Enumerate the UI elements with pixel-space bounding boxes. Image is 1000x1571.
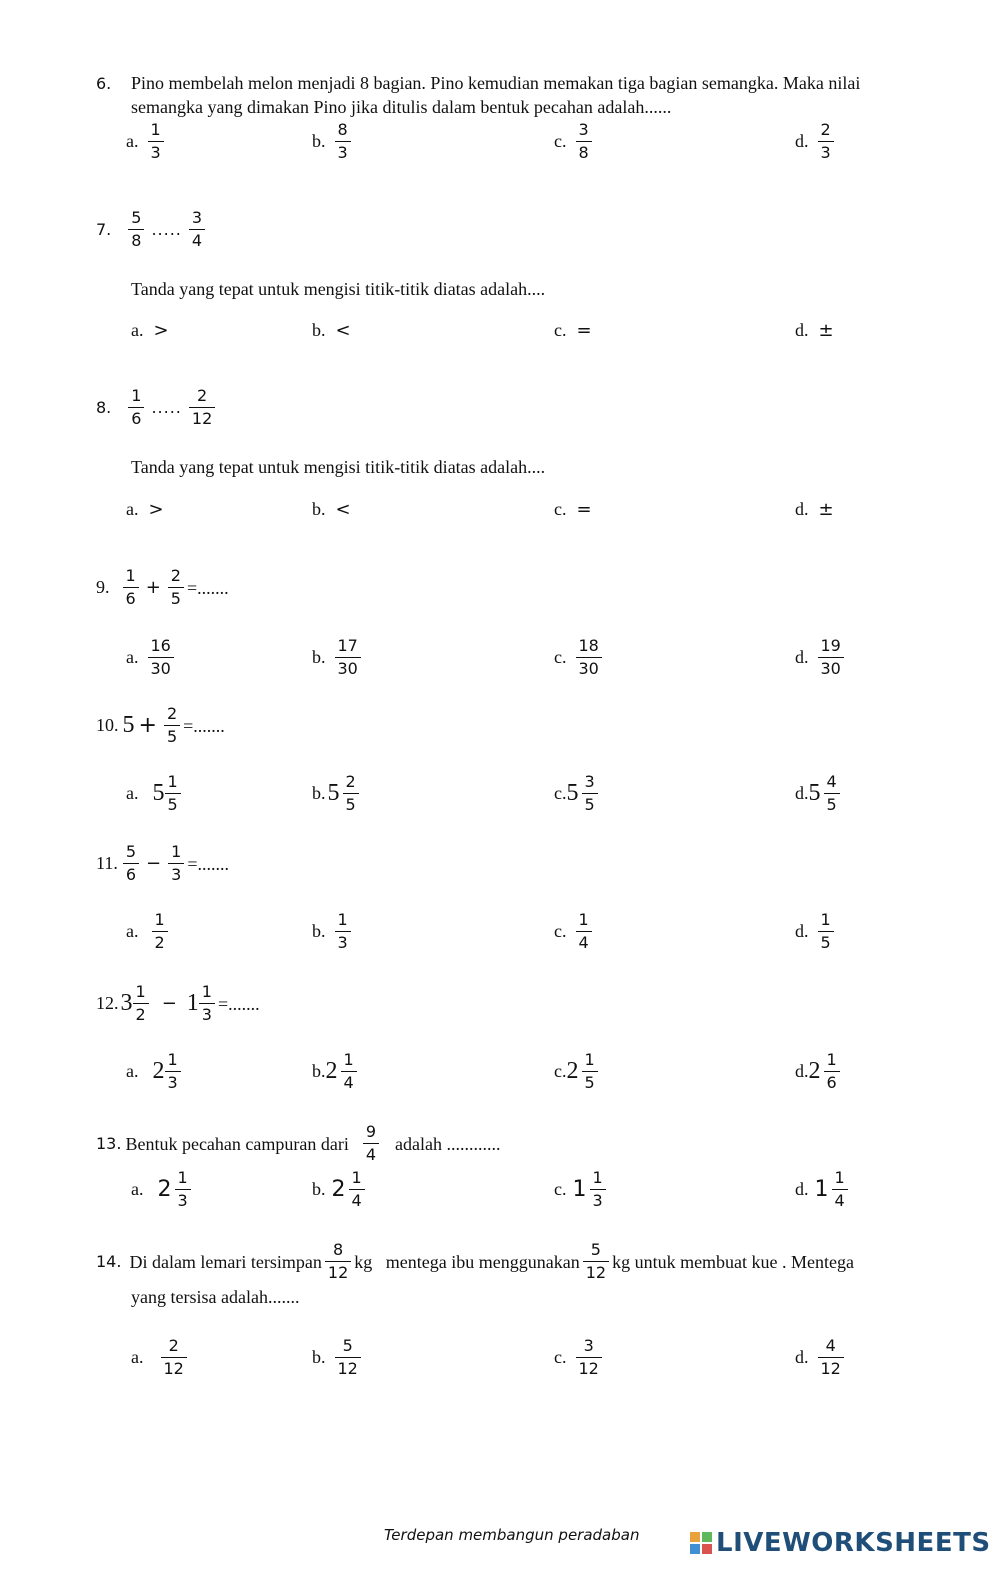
q8-instruction: Tanda yang tepat untuk mengisi titik-titik diatas adalah.... [131, 457, 546, 477]
fraction: $\frac{5}{12}$ [335, 1336, 361, 1379]
option-label: c. [554, 1347, 567, 1367]
fraction: $\frac{1}{5}$ [818, 910, 834, 953]
q14-option-b[interactable] [312, 1336, 364, 1379]
q10-expression [96, 704, 225, 747]
option-label: c. [554, 320, 567, 340]
q12-option-a[interactable] [126, 1050, 184, 1093]
option-label: b. [312, 499, 326, 519]
liveworksheets-logo-icon [690, 1532, 712, 1554]
q8-option-d[interactable] [795, 499, 838, 520]
liveworksheets-logo[interactable] [690, 1528, 991, 1558]
option-value: > [153, 320, 169, 341]
option-value: < [335, 499, 351, 520]
option-label: b. [312, 1061, 326, 1081]
fraction: $\frac{18}{30}$ [576, 636, 602, 679]
fraction: $\frac{1}{4}$ [341, 1050, 357, 1093]
option-label: d. [795, 320, 809, 340]
fraction: $\frac{2}{5}$ [168, 566, 184, 609]
option-label: b. [312, 1347, 326, 1367]
whole-number: 2 [808, 1058, 821, 1084]
fraction: $\frac{2}{5}$ [164, 704, 180, 747]
q13-text-end: adalah ............ [395, 1133, 501, 1154]
q8-option-b[interactable] [312, 499, 355, 520]
q11-number: 11. [96, 853, 118, 873]
q9-number: 9. [96, 577, 110, 597]
q6-text-line2: semangka yang dimakan Pino jika ditulis dalam bentuk pecahan adalah...... [131, 97, 672, 117]
equals-blank: =....... [186, 577, 229, 598]
q13-text: Bentuk pecahan campuran dari [125, 1133, 349, 1154]
q12-option-b[interactable] [312, 1050, 360, 1093]
q10-option-d[interactable] [795, 772, 843, 815]
fraction: $\frac{2}{3}$ [818, 120, 834, 163]
option-label: c. [554, 131, 567, 151]
q7-option-d[interactable] [795, 320, 838, 341]
q14-question-line1 [96, 1240, 854, 1283]
fraction: $\frac{2}{12}$ [161, 1336, 187, 1379]
fraction: $\frac{2}{12}$ [189, 386, 215, 429]
option-label: d. [795, 1347, 809, 1367]
dots: ..... [151, 398, 182, 417]
q6-option-b[interactable] [312, 120, 354, 163]
fraction: $\frac{9}{4}$ [363, 1122, 379, 1165]
q8-option-c[interactable] [554, 499, 596, 520]
q14-option-d[interactable] [795, 1336, 847, 1379]
fraction: $\frac{3}{8}$ [576, 120, 592, 163]
q12-expression [96, 982, 260, 1025]
whole-number: 2 [566, 1058, 579, 1084]
q13-option-d[interactable] [795, 1168, 851, 1211]
operator: − [161, 993, 177, 1014]
option-label: a. [126, 921, 139, 941]
option-label: a. [126, 1061, 139, 1081]
option-label: b. [312, 921, 326, 941]
q14-option-a[interactable] [131, 1336, 190, 1379]
q9-option-c[interactable] [554, 636, 605, 679]
option-label: b. [312, 131, 326, 151]
operator: − [146, 853, 162, 874]
option-label: c. [554, 647, 567, 667]
q11-option-b[interactable] [312, 910, 354, 953]
fraction: $\frac{8}{3}$ [335, 120, 351, 163]
fraction: $\frac{1}{3}$ [199, 982, 215, 1025]
whole-number: 3 [120, 990, 133, 1016]
fraction: $\frac{1}{3}$ [168, 842, 184, 885]
q8-option-a[interactable] [126, 499, 168, 520]
whole-number: 5 [122, 712, 135, 738]
whole-number: 2 [325, 1058, 338, 1084]
fraction: $\frac{1}{6}$ [123, 566, 139, 609]
equals-blank: =....... [183, 715, 225, 736]
option-label: d. [795, 1061, 809, 1081]
option-label: b. [312, 647, 326, 667]
q13-option-c[interactable] [554, 1168, 609, 1211]
q7-expression [96, 208, 208, 251]
option-label: c. [554, 1179, 567, 1199]
fraction: $\frac{16}{30}$ [148, 636, 174, 679]
fraction: $\frac{1}{3}$ [335, 910, 351, 953]
brand-name: LIVEWORKSHEETS [716, 1528, 991, 1558]
option-label: d. [795, 499, 809, 519]
q14-text-3: kg untuk membuat kue . Mentega [612, 1251, 855, 1272]
q9-expression [96, 566, 229, 609]
fraction: $\frac{1}{2}$ [133, 982, 149, 1025]
whole-number: 5 [327, 780, 340, 806]
q10-option-b[interactable] [312, 772, 362, 815]
fraction: $\frac{1}{4}$ [832, 1168, 848, 1211]
fraction: $\frac{1}{3}$ [590, 1168, 606, 1211]
fraction: $\frac{1}{3}$ [148, 120, 164, 163]
q14-text-1: Di dalam lemari tersimpan [129, 1251, 322, 1272]
q13-option-b[interactable] [312, 1168, 368, 1211]
whole-number: 1 [814, 1177, 829, 1202]
option-label: b. [312, 1179, 326, 1199]
option-label: a. [126, 499, 139, 519]
option-label: d. [795, 783, 809, 803]
q10-number: 10. [96, 715, 119, 735]
q13-question [96, 1122, 501, 1165]
q14-text-2: kg mentega ibu menggunakan [354, 1251, 580, 1272]
fraction: $\frac{5}{6}$ [123, 842, 139, 885]
whole-number: 2 [152, 1058, 165, 1084]
whole-number: 2 [331, 1177, 346, 1202]
whole-number: 1 [186, 990, 199, 1016]
q9-option-a[interactable] [126, 636, 177, 679]
q9-option-b[interactable] [312, 636, 364, 679]
q8-number: 8. [96, 398, 112, 417]
q6-option-d[interactable] [795, 120, 837, 163]
whole-number: 5 [152, 780, 165, 806]
q11-option-a[interactable] [126, 910, 171, 953]
fraction: $\frac{1}{6}$ [824, 1050, 840, 1093]
option-value: = [576, 499, 592, 520]
option-value: ± [818, 499, 834, 520]
fraction: $\frac{4}{12}$ [818, 1336, 844, 1379]
q14-question-line2: yang tersisa adalah....... [131, 1287, 300, 1307]
fraction: $\frac{3}{4}$ [189, 208, 205, 251]
whole-number: 5 [566, 780, 579, 806]
fraction: $\frac{17}{30}$ [335, 636, 361, 679]
q7-option-c[interactable] [554, 320, 596, 341]
q7-option-b[interactable] [312, 320, 355, 341]
option-value: ± [818, 320, 834, 341]
fraction: $\frac{1}{4}$ [576, 910, 592, 953]
option-value: < [335, 320, 351, 341]
q13-option-a[interactable] [131, 1168, 194, 1211]
q6-option-c[interactable] [554, 120, 595, 163]
equals-blank: =....... [187, 853, 229, 874]
option-label: c. [554, 499, 567, 519]
q7-instruction: Tanda yang tepat untuk mengisi titik-titik diatas adalah.... [131, 279, 546, 299]
q10-option-a[interactable] [126, 772, 184, 815]
operator: + [145, 577, 161, 598]
fraction: $\frac{1}{3}$ [175, 1168, 191, 1211]
q11-option-d[interactable] [795, 910, 837, 953]
fraction: $\frac{1}{5}$ [582, 1050, 598, 1093]
q9-option-d[interactable] [795, 636, 847, 679]
option-label: c. [554, 921, 567, 941]
q13-number: 13. [96, 1134, 122, 1153]
q10-option-c[interactable] [554, 772, 601, 815]
equals-blank: =....... [217, 993, 260, 1014]
dots: ..... [151, 220, 182, 239]
fraction: $\frac{19}{30}$ [818, 636, 844, 679]
q7-number: 7. [96, 220, 112, 239]
option-label: d. [795, 1179, 809, 1199]
whole-number: 1 [572, 1177, 587, 1202]
option-label: d. [795, 921, 809, 941]
q7-option-a[interactable] [131, 320, 173, 341]
q6-text-line1: Pino membelah melon menjadi 8 bagian. Pino kemudian memakan tiga bagian semangka. Maka nilai [131, 73, 861, 93]
option-label: c. [554, 1061, 567, 1081]
q8-expression [96, 386, 218, 429]
q6-number: 6. [96, 74, 112, 93]
footer-tagline: Terdepan membangun peradaban [384, 1526, 640, 1544]
fraction: $\frac{1}{4}$ [349, 1168, 365, 1211]
q12-option-c[interactable] [554, 1050, 601, 1093]
q6-option-a[interactable] [126, 120, 167, 163]
fraction: $\frac{4}{5}$ [824, 772, 840, 815]
fraction: $\frac{1}{6}$ [128, 386, 144, 429]
option-label: a. [126, 131, 139, 151]
option-label: b. [312, 783, 326, 803]
option-label: d. [795, 131, 809, 151]
operator: + [138, 713, 157, 738]
whole-number: 5 [808, 780, 821, 806]
q12-number: 12. [96, 993, 119, 1013]
fraction: $\frac{1}{2}$ [152, 910, 168, 953]
q14-number: 14. [96, 1252, 122, 1271]
q12-option-d[interactable] [795, 1050, 843, 1093]
option-label: a. [126, 783, 139, 803]
q14-option-c[interactable] [554, 1336, 605, 1379]
fraction: $\frac{3}{12}$ [576, 1336, 602, 1379]
option-label: d. [795, 647, 809, 667]
option-label: a. [131, 1179, 144, 1199]
option-value: = [576, 320, 592, 341]
fraction: $\frac{1}{5}$ [165, 772, 181, 815]
option-value: > [148, 499, 164, 520]
fraction: $\frac{8}{12}$ [325, 1240, 351, 1283]
fraction: $\frac{2}{5}$ [343, 772, 359, 815]
fraction: $\frac{5}{8}$ [128, 208, 144, 251]
q11-option-c[interactable] [554, 910, 595, 953]
fraction: $\frac{3}{5}$ [582, 772, 598, 815]
whole-number: 2 [157, 1177, 172, 1202]
option-label: c. [554, 783, 567, 803]
option-label: b. [312, 320, 326, 340]
fraction: $\frac{1}{3}$ [165, 1050, 181, 1093]
option-label: a. [126, 647, 139, 667]
option-label: a. [131, 320, 144, 340]
option-label: a. [131, 1347, 144, 1367]
q11-expression [96, 842, 229, 885]
fraction: $\frac{5}{12}$ [583, 1240, 609, 1283]
